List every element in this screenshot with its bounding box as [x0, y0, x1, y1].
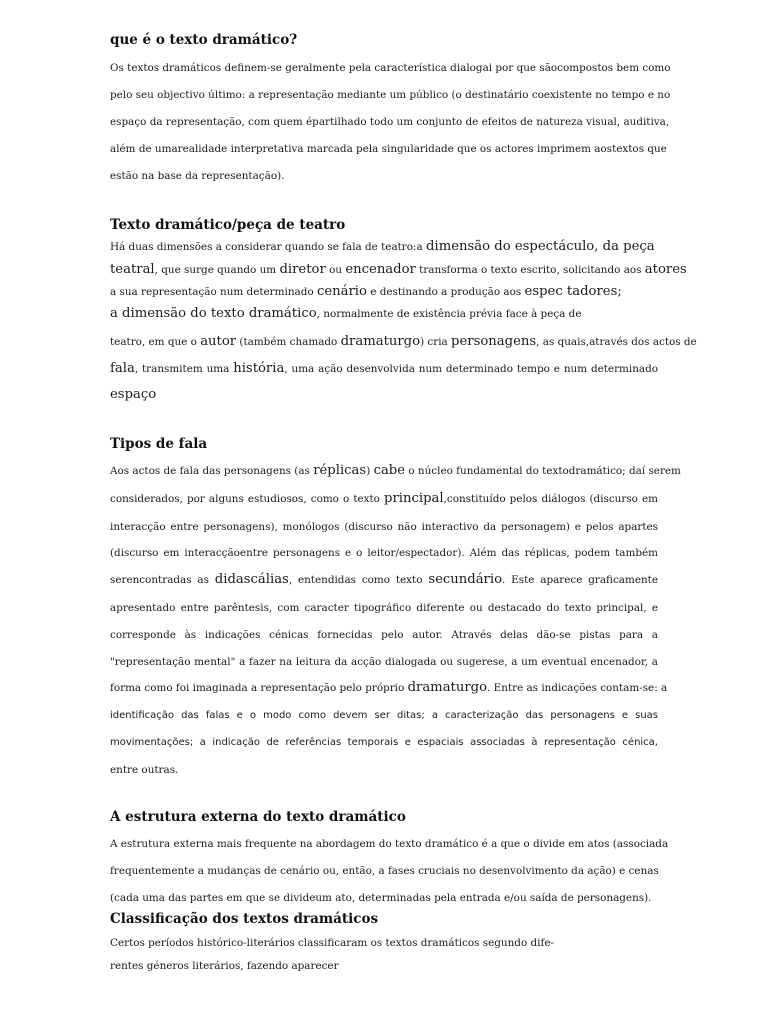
paragraph-line: frequentemente a mudanças de cenário ou, então, a fases cruciais no desenvolvimento da ação) e cenas: [110, 865, 659, 877]
section-heading-classificacao: Classificação dos textos dramáticos: [110, 911, 379, 927]
paragraph-line: Os textos dramáticos definem-se geralmente pela característica dialogai por que sãocompostos bem como: [110, 62, 671, 74]
paragraph-line: Certos períodos histórico-literários classificaram os textos dramáticos segundo dife-: [110, 937, 554, 949]
paragraph-line: além de umarealidade interpretativa marcada pela singularidade que os actores imprimem aostextos que: [110, 143, 667, 155]
paragraph-line: estão na base da representação).: [110, 170, 285, 182]
paragraph-line: movimentações; a indicação de referências temporais e espaciais associadas à representação cénica,: [110, 737, 658, 748]
paragraph-line: a dimensão do texto dramático, normalmente de existência prévia face à peça de: [110, 306, 582, 321]
paragraph-line: "representação mental" a fazer na leitura da acção dialogada ou sugerese, a um eventual encenador, a: [110, 656, 658, 668]
section-heading-texto-dramatico: Texto dramático/peça de teatro: [110, 217, 346, 233]
paragraph-line: (cada uma das partes em que se divideum ato, determinadas pela entrada e/ou saída de personagens).: [110, 892, 652, 904]
paragraph-line: A estrutura externa mais frequente na abordagem do texto dramático é a que o divide em atos (associada: [110, 838, 669, 850]
paragraph-line: identificação das falas e o modo como devem ser ditas; a caracterização das personagens e suas: [110, 710, 658, 721]
paragraph-line: (discurso em interacçãoentre personagens e o leitor/espectador). Além das réplicas, podem também: [110, 547, 658, 559]
paragraph-line: forma como foi imaginada a representação pelo próprio dramaturgo. Entre as indicações contam-se: a: [110, 680, 668, 695]
paragraph-line: Aos actos de fala das personagens (as réplicas) cabe o núcleo fundamental do textodramático; daí serem: [110, 463, 681, 478]
paragraph-line: teatral, que surge quando um diretor ou encenador transforma o texto escrito, solicitando aos atores: [110, 262, 687, 277]
paragraph-line: teatro, em que o autor (também chamado dramaturgo) cria personagens, as quais,através dos actos de: [110, 334, 697, 349]
paragraph-line: apresentado entre parêntesis, com caracter tipográfico diferente ou destacado do texto principal, e: [110, 602, 658, 614]
section-heading-o-que-e: que é o texto dramático?: [110, 32, 298, 48]
paragraph-line: serencontradas as didascálias, entendidas como texto secundário. Este aparece graficamente: [110, 572, 658, 587]
paragraph-line: rentes géneros literários, fazendo aparecer: [110, 960, 339, 972]
paragraph-line: pelo seu objectivo último: a representação mediante um público (o destinatário coexistente no tempo e no: [110, 89, 671, 101]
paragraph-line: interacção entre personagens), monólogos (discurso não interactivo da personagem) e pelos apartes: [110, 521, 658, 533]
paragraph-line: corresponde às indicações cénicas fornecidas pelo autor. Através delas dão-se pistas para a: [110, 629, 658, 641]
paragraph-line: espaço: [110, 387, 157, 402]
paragraph-line: a sua representação num determinado cenário e destinando a produção aos espec tadores;: [110, 284, 622, 299]
paragraph-line: considerados, por alguns estudiosos, como o texto principal,constituído pelos diálogos (discurso em: [110, 491, 658, 506]
section-heading-estrutura-externa: A estrutura externa do texto dramático: [110, 809, 406, 825]
section-heading-tipos-de-fala: Tipos de fala: [110, 436, 208, 452]
paragraph-line: fala, transmitem uma história, uma ação desenvolvida num determinado tempo e num determinado: [110, 361, 659, 376]
paragraph-line: entre outras.: [110, 764, 179, 776]
paragraph-line: Há duas dimensões a considerar quando se fala de teatro:a dimensão do espectáculo, da peça: [110, 239, 655, 254]
paragraph-line: espaço da representação, com quem épartilhado todo um conjunto de efeitos de natureza visual, auditiva,: [110, 116, 670, 128]
